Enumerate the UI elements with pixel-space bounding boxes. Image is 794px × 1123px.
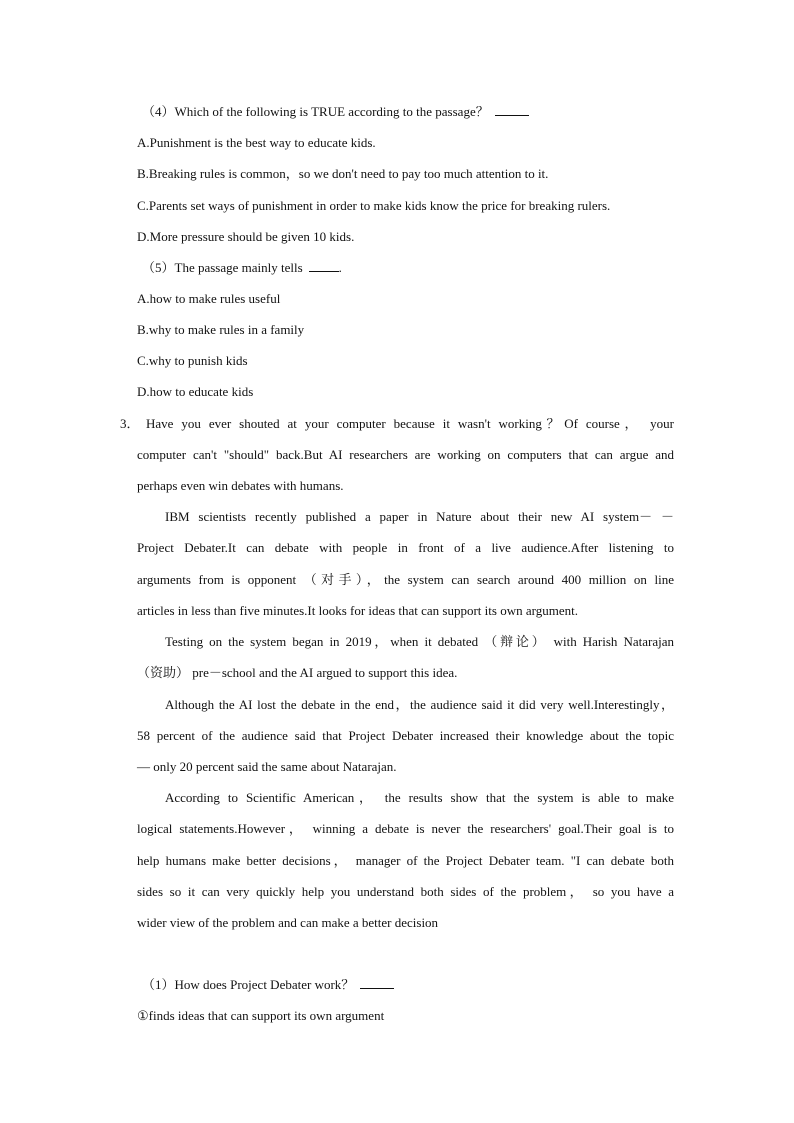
passage-p5-line-1: According to Scientific American， the results show that the system is able to make [165,790,674,805]
passage-number: 3． [120,416,140,431]
passage-p5-line-3: help humans make better decisions， manager of the Project Debater team. "I can debate both [137,853,674,868]
answer-blank[interactable] [360,976,394,989]
question-1-stem [142,976,394,994]
question-4-option-a: A.Punishment is the best way to educate kids. [137,135,376,150]
passage-p4-line-2: 58 percent of the audience said that Project Debater increased their knowledge about the topic [137,728,674,743]
question-4-option-d: D.More pressure should be given 10 kids. [137,229,355,244]
passage-p5-line-4: sides so it can very quickly help you understand both sides of the problem， so you have a [137,884,674,899]
passage-p2-line-3: arguments from is opponent （对手），the system can search around 400 million on line [137,572,674,587]
passage-p1-line-3: perhaps even win debates with humans. [137,478,344,493]
passage-p1-line-2: computer can't "should" back.But AI researchers are working on computers that can argue and [137,447,674,462]
passage-p2-line-4: articles in less than five minutes.It looks for ideas that can support its own argument. [137,603,578,618]
answer-blank[interactable] [495,103,529,116]
question-5-option-c: C.why to punish kids [137,353,248,368]
question-5-option-b: B.why to make rules in a family [137,322,305,337]
passage-p2-line-2: Project Debater.It can debate with people in front of a live audience.After listening to [137,540,674,555]
passage-p2-line-1: IBM scientists recently published a paper in Nature about their new AI system－ － [165,509,674,524]
answer-blank[interactable] [309,259,339,272]
question-5-stem [142,259,342,277]
question-5-text: （5）The passage mainly tells [142,260,303,275]
passage-p5-line-2: logical statements.However， winning a debate is never the researchers' goal.Their goal is to [137,821,674,836]
passage-p5-line-5: wider view of the problem and can make a better decision [137,915,439,930]
question-5-option-a: A.how to make rules useful [137,291,281,306]
passage-p3-line-1: Testing on the system began in 2019，when it debated （辩论） with Harish Natarajan [165,634,674,649]
question-4-option-c: C.Parents set ways of punishment in order to make kids know the price for breaking rulers. [137,198,611,213]
passage-p3-line-2: （资助） pre－school and the AI argued to support this idea. [137,665,458,680]
passage-p4-line-1: Although the AI lost the debate in the end，the audience said it did very well.Interestingly， [165,697,674,712]
passage-p4-line-3: — only 20 percent said the same about Natarajan. [137,759,397,774]
question-5-period: . [338,260,342,275]
passage-p1-line-1: Have you ever shouted at your computer because it wasn't working？Of course， your [146,416,674,431]
question-4-stem [142,103,529,121]
question-4-text: （4）Which of the following is TRUE according to the passage？ [142,104,489,119]
question-5-option-d: D.how to educate kids [137,384,254,399]
question-1-text: （1）How does Project Debater work？ [142,977,355,992]
question-1-item-1: ①finds ideas that can support its own argument [137,1008,385,1023]
question-4-option-b: B.Breaking rules is common，so we don't need to pay too much attention to it. [137,166,549,181]
